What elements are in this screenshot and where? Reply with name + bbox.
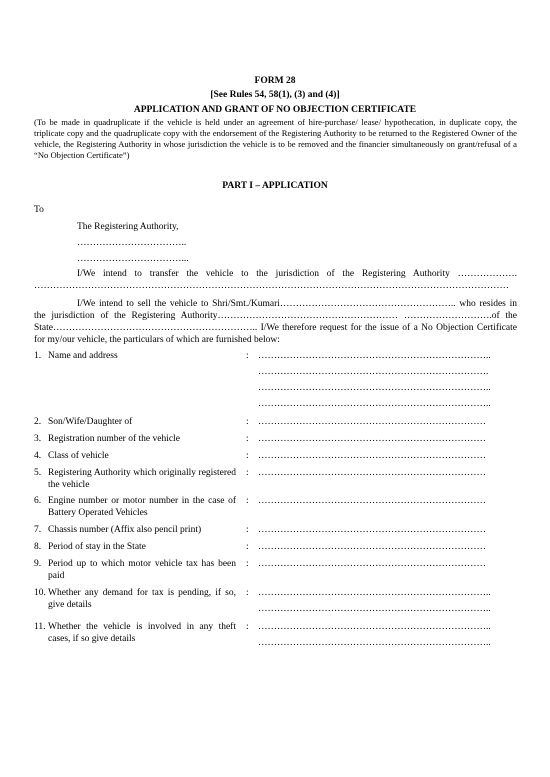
field-entry-line[interactable]: ……………………………………………………………….. — [258, 588, 491, 598]
field-entry-line[interactable]: ……………………………………………………………….. — [258, 351, 491, 361]
field-colon: : — [246, 542, 249, 552]
field-number: 4. — [34, 451, 42, 461]
field-number: 11. — [34, 622, 46, 632]
field-entry-line[interactable]: ……………………………………………………………… — [258, 434, 486, 444]
part-title: PART I – APPLICATION — [222, 181, 328, 191]
field-entry-line[interactable]: ……………………………………………………………… — [258, 525, 486, 535]
field-label: Class of vehicle — [48, 451, 109, 461]
field-number: 7. — [34, 525, 42, 535]
field-label: Whether any demand for tax is pending, if so, give details — [48, 588, 236, 610]
form-rules: [See Rules 54, 58(1), (3) and (4)] — [210, 90, 340, 100]
field-colon: : — [246, 622, 249, 632]
field-label: Whether the vehicle is involved in any theft cases, if so give details — [48, 622, 236, 644]
address-line-1: …………………………….. — [77, 238, 187, 248]
field-entry-line[interactable]: ……………………………………………………………… — [258, 468, 486, 478]
field-entry-line[interactable]: ……………………………………………………………… — [258, 496, 486, 506]
address-to: To — [34, 205, 44, 215]
field-entry-line[interactable]: ……………………………………………………………….. — [258, 383, 491, 393]
field-number: 3. — [34, 434, 42, 444]
field-number: 2. — [34, 417, 42, 427]
form-title: FORM 28 — [254, 76, 296, 86]
field-label: Name and address — [48, 351, 118, 361]
field-entry-line[interactable]: ……………………………………………………………… — [258, 559, 486, 569]
field-number: 1. — [34, 351, 42, 361]
field-number: 6. — [34, 496, 42, 506]
paragraph-sale: I/We intend to sell the vehicle to Shri/Smt./Kumari……………………………………………….. who resides in the jurisdiction of the Registering Authority………………………………………………… ……………………….of the State……………………………………………………….. I/We therefore request for the issue of a No Objection Certificate for my/our vehicle, the particulars of which are furnished below: — [34, 299, 517, 345]
field-entry-line[interactable]: ……………………………………………………………….. — [258, 604, 491, 614]
paragraph-transfer: I/We intend to transfer the vehicle to the jurisdiction of the Registering Authority ………………. …………………………………………………………………………………………………………………………………… — [34, 269, 517, 291]
field-entry-line[interactable]: ……………………………………………………………….. — [258, 399, 491, 409]
field-colon: : — [246, 588, 249, 598]
field-label: Chassis number (Affix also pencil print) — [48, 525, 202, 535]
field-entry-line[interactable]: ……………………………………………………………… — [258, 451, 486, 461]
field-label: Son/Wife/Daughter of — [48, 417, 133, 427]
field-entry-line[interactable]: ……………………………………………………………… — [258, 542, 486, 552]
field-colon: : — [246, 468, 249, 478]
field-colon: : — [246, 496, 249, 506]
field-number: 9. — [34, 559, 42, 569]
field-colon: : — [246, 525, 249, 535]
field-colon: : — [246, 434, 249, 444]
address-authority: The Registering Authority, — [77, 222, 179, 232]
address-line-2: ……………………………... — [77, 254, 189, 264]
field-colon: : — [246, 417, 249, 427]
field-label: Registration number of the vehicle — [48, 434, 180, 444]
field-number: 10. — [34, 588, 46, 598]
field-label: Period of stay in the State — [48, 542, 146, 552]
field-label: Engine number or motor number in the case of Battery Operated Vehicles — [48, 496, 236, 518]
field-label: Registering Authority which originally registered the vehicle — [48, 468, 236, 490]
field-colon: : — [246, 451, 249, 461]
form-instructions: (To be made in quadruplicate if the vehicle is held under an agreement of hire-purchase/ lease/ hypothecation, in duplicate copy, the triplicate copy and the quadruplicate copy with the endorsement of the Registering Authority to be returned to the Registered Owner of the vehicle, the Registering Authority in whose jurisdiction the vehicle is to be removed and the financier simultaneously on grant/refusal of a “No Objection Certificate”) — [34, 117, 517, 160]
field-entry-line[interactable]: ……………………………………………………………….. — [258, 622, 491, 632]
field-colon: : — [246, 351, 249, 361]
field-entry-line[interactable]: ……………………………………………………………….. — [258, 638, 491, 648]
field-colon: : — [246, 559, 249, 569]
field-number: 5. — [34, 468, 42, 478]
field-entry-line[interactable]: ………………………………………………………………. — [258, 367, 489, 377]
field-number: 8. — [34, 542, 42, 552]
field-label: Period up to which motor vehicle tax has been paid — [48, 559, 236, 581]
form-heading: APPLICATION AND GRANT OF NO OBJECTION CERTIFICATE — [133, 105, 417, 115]
field-entry-line[interactable]: ……………………………………………………………… — [258, 417, 486, 427]
